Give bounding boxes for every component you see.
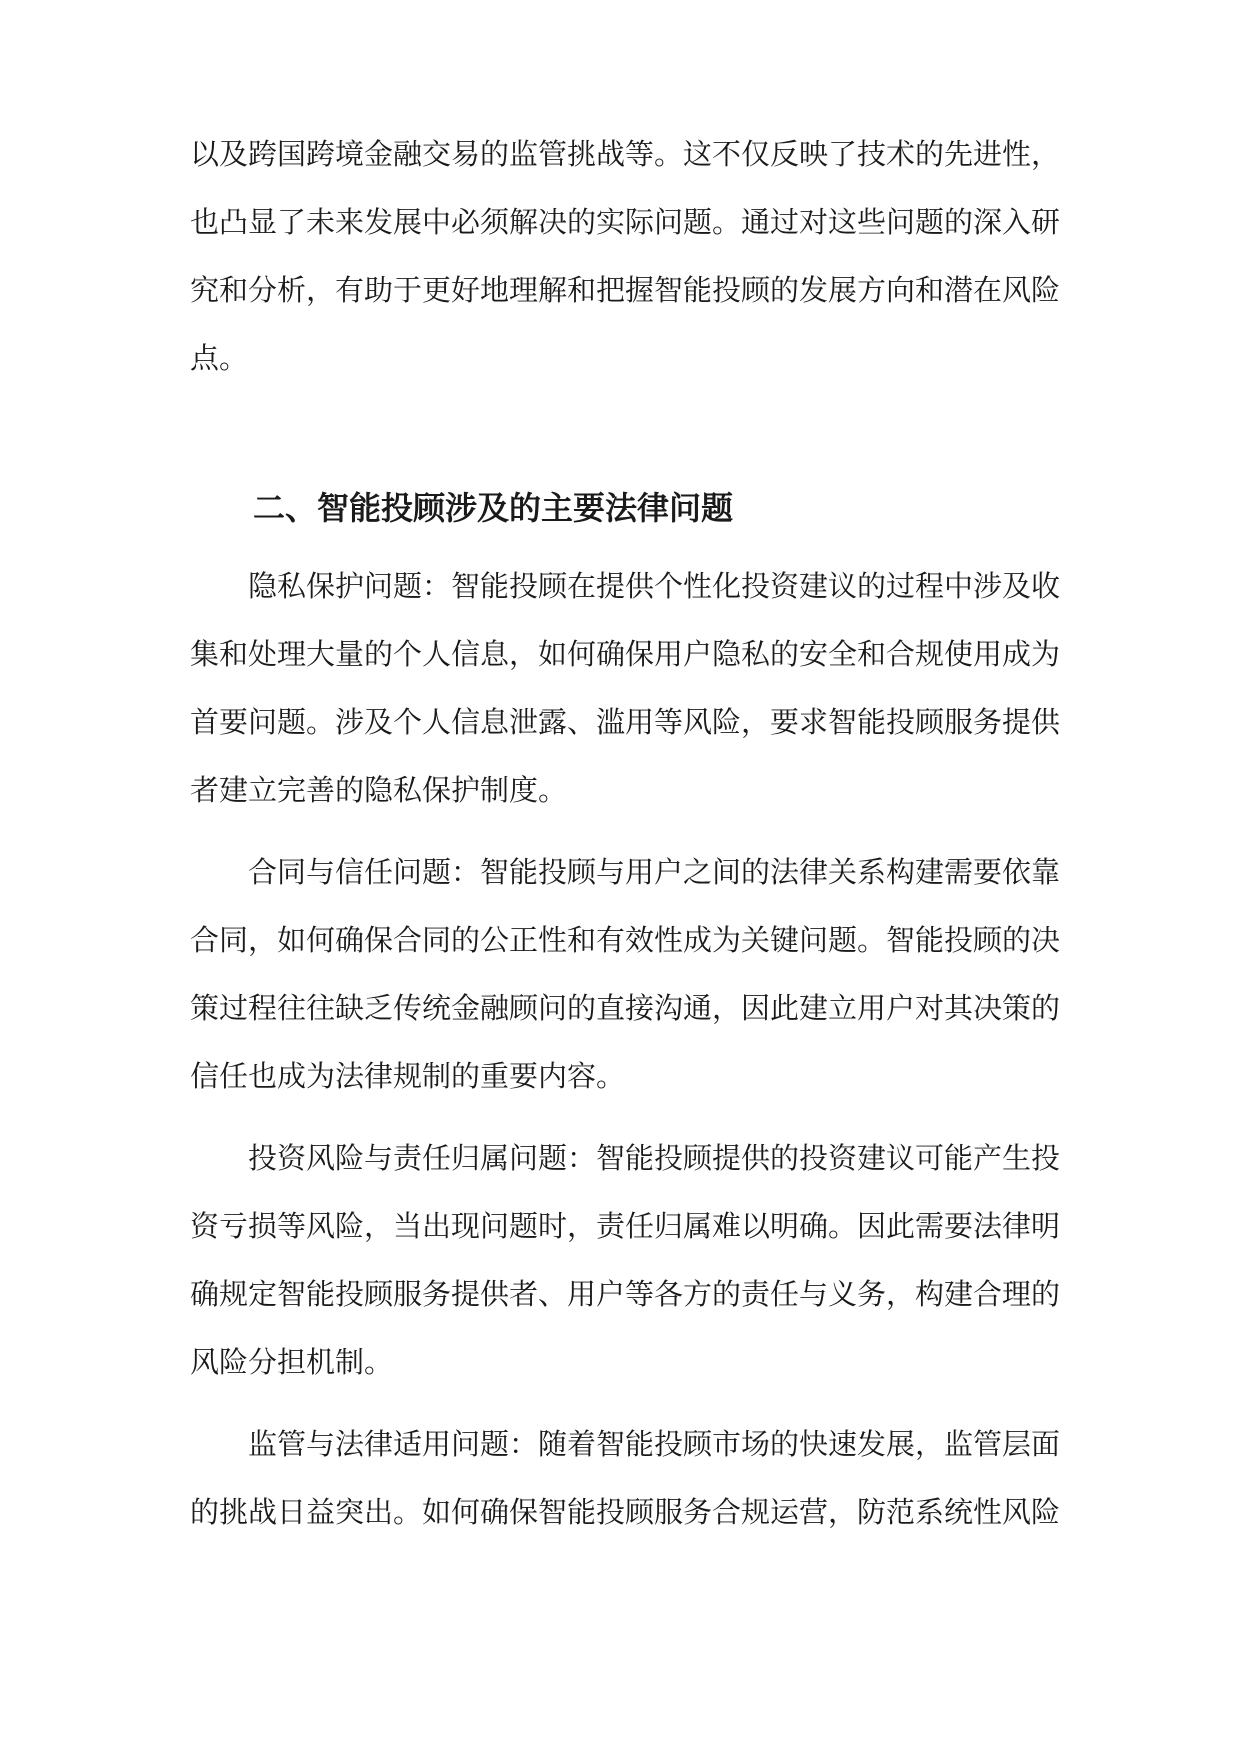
regulation-paragraph-line-2: 的挑战日益突出。如何确保智能投顾服务合规运营，防范系统性风险	[190, 1495, 1061, 1529]
contract-paragraph-line-3: 策过程往往缺乏传统金融顾问的直接沟通，因此建立用户对其决策的	[190, 991, 1061, 1025]
risk-paragraph-line-1: 投资风险与责任归属问题：智能投顾提供的投资建议可能产生投	[248, 1141, 1061, 1175]
risk-paragraph-line-2: 资亏损等风险，当出现问题时，责任归属难以明确。因此需要法律明	[190, 1209, 1061, 1243]
privacy-paragraph-line-2: 集和处理大量的个人信息，如何确保用户隐私的安全和合规使用成为	[190, 637, 1061, 671]
regulation-paragraph-line-1: 监管与法律适用问题：随着智能投顾市场的快速发展，监管层面	[248, 1427, 1061, 1461]
contract-paragraph-line-4: 信任也成为法律规制的重要内容。	[190, 1059, 626, 1093]
intro-line-3: 究和分析，有助于更好地理解和把握智能投顾的发展方向和潜在风险	[190, 273, 1061, 307]
privacy-paragraph-line-1: 隐私保护问题：智能投顾在提供个性化投资建议的过程中涉及收	[248, 569, 1061, 603]
contract-paragraph-line-2: 合同，如何确保合同的公正性和有效性成为关键问题。智能投顾的决	[190, 923, 1061, 957]
intro-line-1: 以及跨国跨境金融交易的监管挑战等。这不仅反映了技术的先进性，	[190, 137, 1061, 171]
risk-paragraph-line-3: 确规定智能投顾服务提供者、用户等各方的责任与义务，构建合理的	[190, 1277, 1061, 1311]
privacy-paragraph-line-3: 首要问题。涉及个人信息泄露、滥用等风险，要求智能投顾服务提供	[190, 705, 1061, 739]
risk-paragraph-line-4: 风险分担机制。	[190, 1345, 394, 1379]
intro-line-4: 点。	[190, 341, 249, 375]
section-heading: 二、智能投顾涉及的主要法律问题	[253, 489, 734, 527]
contract-paragraph-line-1: 合同与信任问题：智能投顾与用户之间的法律关系构建需要依靠	[248, 855, 1061, 889]
privacy-paragraph-line-4: 者建立完善的隐私保护制度。	[190, 773, 568, 807]
intro-line-2: 也凸显了未来发展中必须解决的实际问题。通过对这些问题的深入研	[190, 205, 1061, 239]
